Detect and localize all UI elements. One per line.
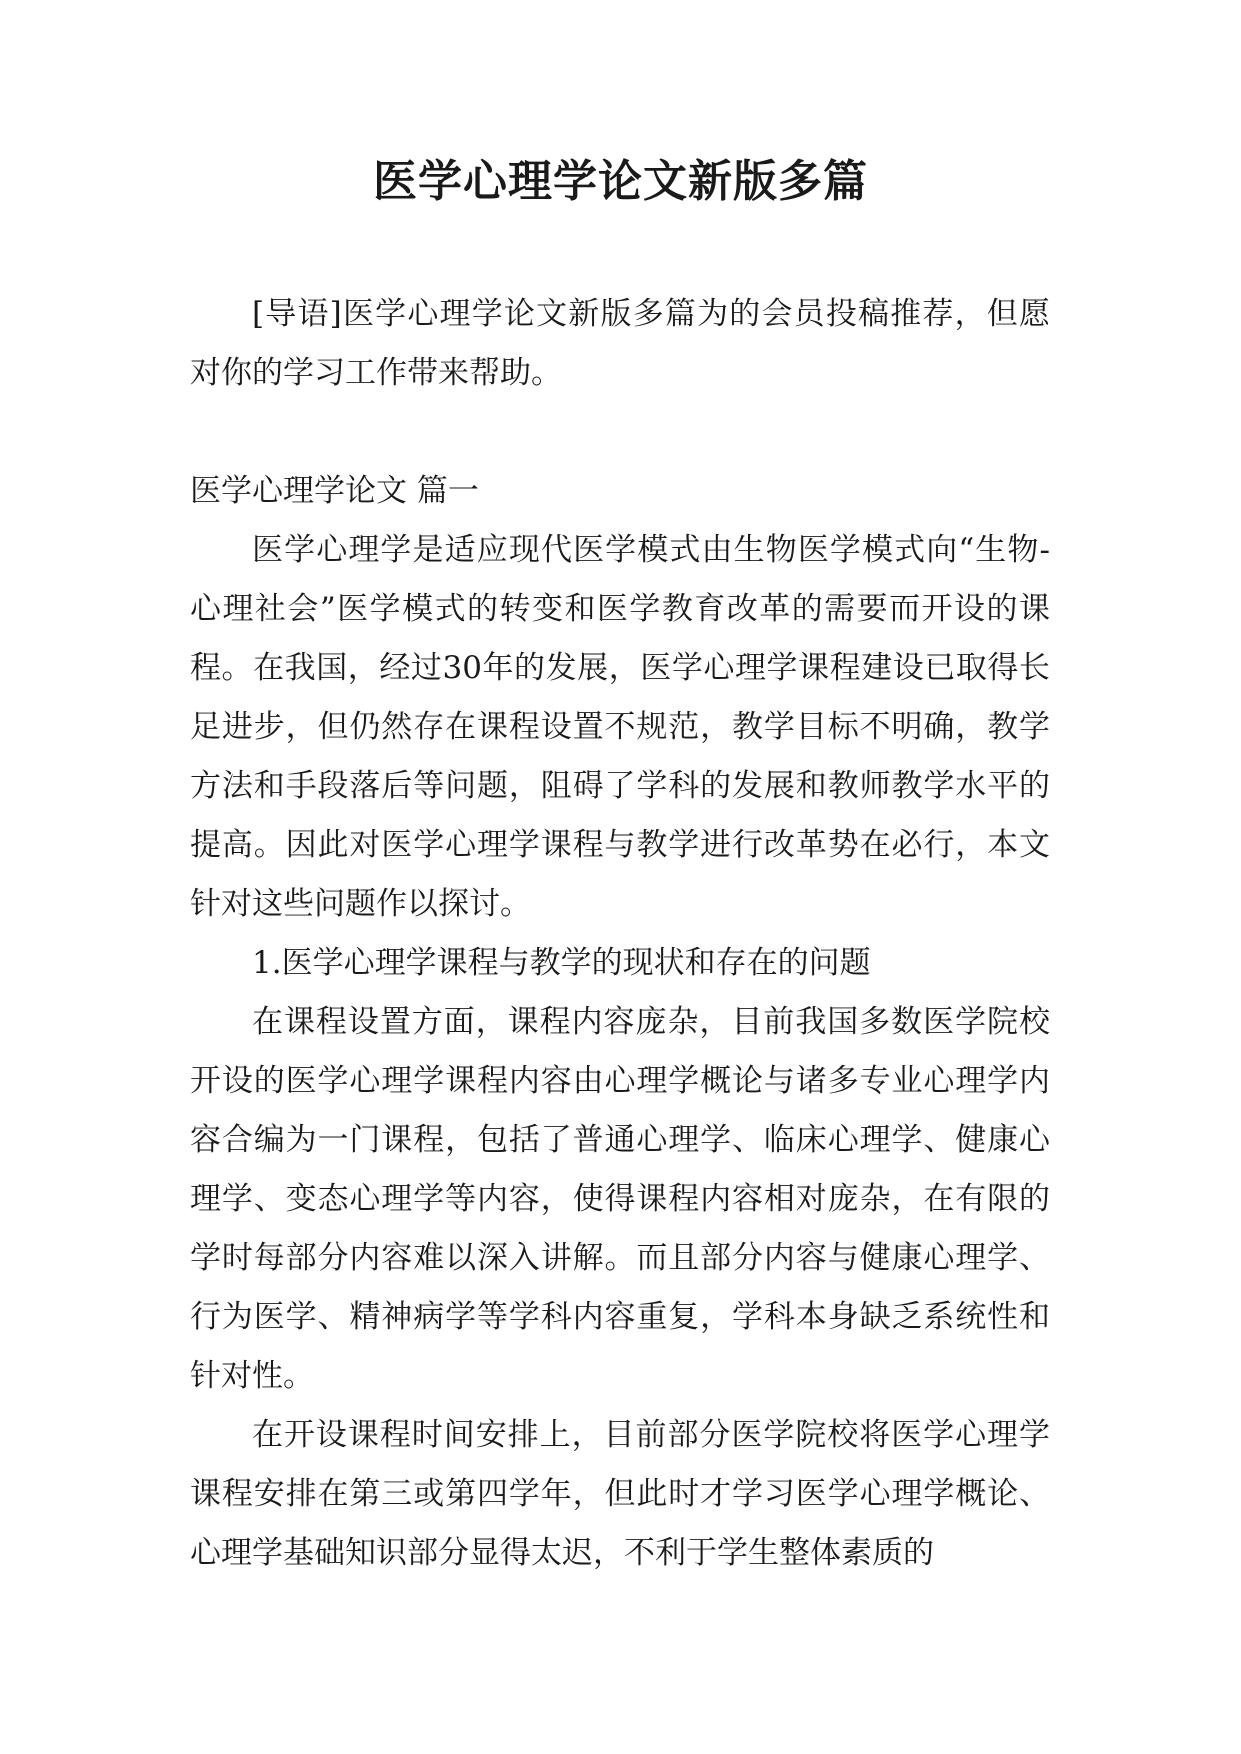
body-paragraph: 在开设课程时间安排上，目前部分医学院校将医学心理学课程安排在第三或第四学年，但此时才学习医学心理学概论、心理学基础知识部分显得太迟，不利于学生整体素质的 xyxy=(190,1417,1050,1571)
section-heading: 医学心理学论文 篇一 xyxy=(190,473,479,509)
body-paragraph: 在课程设置方面，课程内容庞杂，目前我国多数医学院校开设的医学心理学课程内容由心理学概论与诸多专业心理学内容合编为一门课程，包括了普通心理学、临床心理学、健康心理学、变态心理学等内容，使得课程内容相对庞杂，在有限的学时每部分内容难以深入讲解。而且部分内容与健康心理学、行为医学、精神病学等学科内容重复，学科本身缺乏系统性和针对性。 xyxy=(190,1004,1050,1394)
document-title: 医学心理学论文新版多篇 xyxy=(373,156,868,207)
paragraph-spacer xyxy=(190,403,1050,462)
document-body xyxy=(190,285,1050,1583)
intro-paragraph: [导语]医学心理学论文新版多篇为的会员投稿推荐，但愿对你的学习工作带来帮助。 xyxy=(190,296,1050,391)
body-paragraph: 医学心理学是适应现代医学模式由生物医学模式向“生物-心理社会”医学模式的转变和医学教育改革的需要而开设的课程。在我国，经过30年的发展，医学心理学课程建设已取得长足进步，但仍然存在课程设置不规范，教学目标不明确，教学方法和手段落后等问题，阻碍了学科的发展和教师教学水平的提高。因此对医学心理学课程与教学进行改革势在必行，本文针对这些问题作以探讨。 xyxy=(190,532,1050,922)
subsection-heading: 1.医学心理学课程与教学的现状和存在的问题 xyxy=(252,945,871,981)
